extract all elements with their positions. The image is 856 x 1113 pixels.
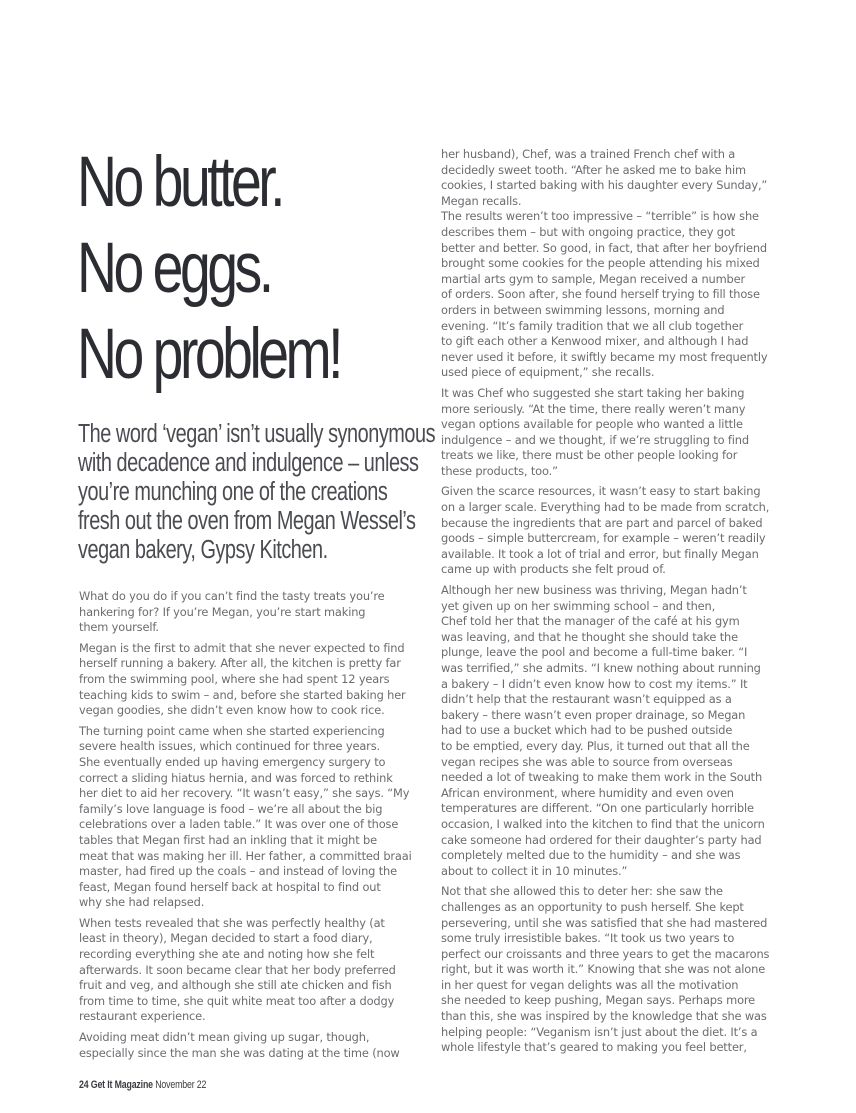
body-line: When tests revealed that she was perfectly healthy (at — [79, 915, 385, 930]
body-line: a bakery – I didn’t even know how to cost my items.” It — [441, 676, 748, 691]
standfirst-line: vegan bakery, Gypsy Kitchen. — [78, 536, 328, 564]
body-line: family’s love language is food – we’re all about the big — [79, 801, 383, 816]
body-line: came up with products she felt proud of. — [441, 562, 666, 577]
body-line: had to use a bucket which had to be pushed outside — [441, 723, 733, 738]
body-line: Megan recalls. — [441, 193, 522, 208]
body-line: Although her new business was thriving, Megan hadn’t — [441, 583, 747, 598]
body-paragraph — [441, 583, 791, 879]
body-line: persevering, until she was satisfied that she had mastered — [441, 915, 768, 930]
body-line: feast, Megan found herself back at hospital to find out — [79, 879, 381, 894]
body-line: correct a sliding hiatus hernia, and was forced to rethink — [79, 770, 393, 785]
standfirst-line: with decadence and indulgence – unless — [78, 449, 419, 477]
body-paragraph — [79, 916, 429, 1025]
body-line: her diet to aid her recovery. “It wasn’t easy,” she says. “My — [79, 786, 410, 801]
body-line: master, had fired up the coals – and instead of loving the — [79, 864, 397, 879]
body-line: recording everything she ate and noting how she felt — [79, 947, 375, 962]
body-line: celebrations over a laden table.” It was over one of those — [79, 817, 399, 832]
body-line: better and better. So good, in fact, that after her boyfriend — [441, 240, 767, 255]
body-line: especially since the man she was dating at the time (now — [79, 1045, 400, 1060]
body-line: to gift each other a Kenwood mixer, and although I had — [441, 334, 749, 349]
body-line: cookies, I started baking with his daughter every Sunday,” — [441, 178, 768, 193]
body-paragraph — [441, 386, 791, 480]
body-line: treats we like, there must be other people looking for — [441, 448, 738, 463]
standfirst — [78, 420, 436, 565]
page-footer — [79, 1079, 206, 1091]
body-paragraph — [79, 1030, 429, 1061]
body-line: on a larger scale. Everything had to be made from scratch, — [441, 500, 770, 515]
body-line: Given the scarce resources, it wasn’t easy to start baking — [441, 484, 761, 499]
body-line: was leaving, and that he thought she should take the — [441, 629, 738, 644]
body-line: cake someone had ordered for their daughter’s party had — [441, 832, 762, 847]
body-column-left — [79, 589, 429, 1066]
body-line: She eventually ended up having emergency surgery to — [79, 754, 386, 769]
body-line: right, but it was worth it.” Knowing that she was not alone — [441, 962, 766, 977]
body-line: What do you do if you can’t find the tasty treats you’re — [79, 589, 385, 603]
body-line: herself running a bakery. After all, the kitchen is pretty far — [79, 656, 401, 671]
body-paragraph — [441, 484, 791, 578]
body-line: tables that Megan first had an inkling that it might be — [79, 832, 377, 847]
body-line: completely melted due to the humidity – and she was — [441, 848, 741, 863]
body-line: severe health issues, which continued for three years. — [79, 739, 380, 754]
body-line: from time to time, she quit white meat too after a dodgy — [79, 993, 395, 1008]
body-line: them yourself. — [79, 620, 159, 635]
body-line: more seriously. “At the time, there really weren’t many — [441, 401, 746, 416]
body-paragraph — [79, 641, 429, 719]
body-line: vegan options available for people who wanted a little — [441, 417, 743, 432]
body-paragraph — [441, 147, 791, 209]
body-line: from the swimming pool, where she had spent 12 years — [79, 671, 390, 686]
body-line: martial arts gym to sample, Megan received a number — [441, 271, 746, 286]
body-line: least in theory), Megan decided to start a food diary, — [79, 931, 373, 946]
body-line: used piece of equipment,” she recalls. — [441, 365, 655, 380]
body-line: afterwards. It soon became clear that her body preferred — [79, 962, 396, 977]
body-line: why she had relapsed. — [79, 895, 205, 910]
body-line: occasion, I walked into the kitchen to find that the unicorn — [441, 816, 765, 831]
headline-line: No problem! — [77, 315, 341, 394]
headline-line: No butter. — [77, 143, 283, 222]
body-line: in her quest for vegan delights was all the motivation — [441, 977, 739, 992]
body-line: of orders. Soon after, she found herself trying to fill those — [441, 287, 760, 302]
headline-line: No eggs. — [77, 229, 271, 308]
body-line: The results weren’t too impressive – “terrible” is how she — [441, 209, 759, 224]
page-number: 24 — [79, 1079, 89, 1091]
headline — [77, 140, 350, 398]
body-line: than this, she was inspired by the knowledge that she was — [441, 1009, 767, 1024]
body-column-right — [441, 147, 791, 1061]
body-line: plunge, leave the pool and become a full-time baker. “I — [441, 645, 748, 660]
body-line: never used it before, it swiftly became my most frequently — [441, 349, 768, 364]
body-line: teaching kids to swim – and, before she started baking her — [79, 687, 406, 702]
body-paragraph — [441, 884, 791, 1056]
body-line: she needed to keep pushing, Megan says. Perhaps more — [441, 993, 756, 1008]
body-line: to be emptied, every day. Plus, it turned out that all the — [441, 738, 750, 753]
body-line: didn’t help that the restaurant wasn’t equipped as a — [441, 692, 732, 707]
body-line: some truly irresistible bakes. “It took us two years to — [441, 931, 735, 946]
body-line: these products, too.” — [441, 463, 558, 478]
body-line: goods – simple buttercream, for example – weren’t readily — [441, 531, 766, 546]
body-line: vegan recipes she was able to source from overseas — [441, 754, 733, 769]
body-line: decidedly sweet tooth. “After he asked me to bake him — [441, 162, 746, 177]
body-line: Chef told her that the manager of the café at his gym — [441, 614, 740, 629]
body-line: Not that she allowed this to deter her: she saw the — [441, 884, 723, 899]
body-line: It was Chef who suggested she start taking her baking — [441, 385, 745, 400]
body-line: describes them – but with ongoing practice, they got — [441, 224, 735, 239]
body-line: hankering for? If you’re Megan, you’re start making — [79, 604, 366, 619]
body-line: evening. “It’s family tradition that we all club together — [441, 318, 744, 333]
body-line: needed a lot of tweaking to make them work in the South — [441, 770, 763, 785]
issue-date: November 22 — [155, 1079, 207, 1091]
body-line: yet given up on her swimming school – and then, — [441, 598, 716, 613]
publication-name: Get It Magazine — [90, 1079, 153, 1091]
body-line: was terrified,” she admits. “I knew nothing about running — [441, 661, 761, 675]
body-line: temperatures are different. “On one particularly horrible — [441, 801, 754, 816]
body-line: indulgence – and we thought, if we’re struggling to find — [441, 432, 749, 447]
body-line: The turning point came when she started experiencing — [79, 723, 385, 738]
body-paragraph — [441, 209, 791, 381]
body-line: challenges as an opportunity to push herself. She kept — [441, 899, 744, 914]
body-line: orders in between swimming lessons, morning and — [441, 302, 725, 317]
body-line: whole lifestyle that’s geared to making you feel better, — [441, 1040, 747, 1055]
body-line: available. It took a lot of trial and error, but finally Megan — [441, 546, 759, 561]
body-paragraph — [79, 589, 429, 636]
body-line: perfect our croissants and three years to get the macarons — [441, 946, 770, 961]
body-paragraph — [79, 724, 429, 911]
body-line: vegan goodies, she didn’t even know how to cook rice. — [79, 703, 385, 718]
body-line: meat that was making her ill. Her father, a committed braai — [79, 848, 412, 863]
standfirst-line: The word ‘vegan’ isn’t usually synonymous — [78, 420, 436, 448]
body-line: African environment, where humidity and even oven — [441, 785, 734, 800]
standfirst-line: you’re munching one of the creations — [78, 478, 388, 506]
body-line: because the ingredients that are part and parcel of baked — [441, 515, 763, 530]
standfirst-line: fresh out the oven from Megan Wessel’s — [78, 507, 416, 535]
body-line: bakery – there wasn’t even proper drainage, so Megan — [441, 707, 746, 722]
body-line: Avoiding meat didn’t mean giving up sugar, though, — [79, 1030, 370, 1045]
body-line: fruit and veg, and although she still ate chicken and fish — [79, 978, 392, 993]
body-line: restaurant experience. — [79, 1009, 206, 1024]
body-line: helping people: “Veganism isn’t just about the diet. It’s a — [441, 1024, 758, 1039]
body-line: her husband), Chef, was a trained French chef with a — [441, 147, 736, 161]
body-line: brought some cookies for the people attending his mixed — [441, 256, 760, 271]
body-line: about to collect it in 10 minutes.” — [441, 863, 628, 878]
body-line: Megan is the first to admit that she never expected to find — [79, 640, 405, 655]
